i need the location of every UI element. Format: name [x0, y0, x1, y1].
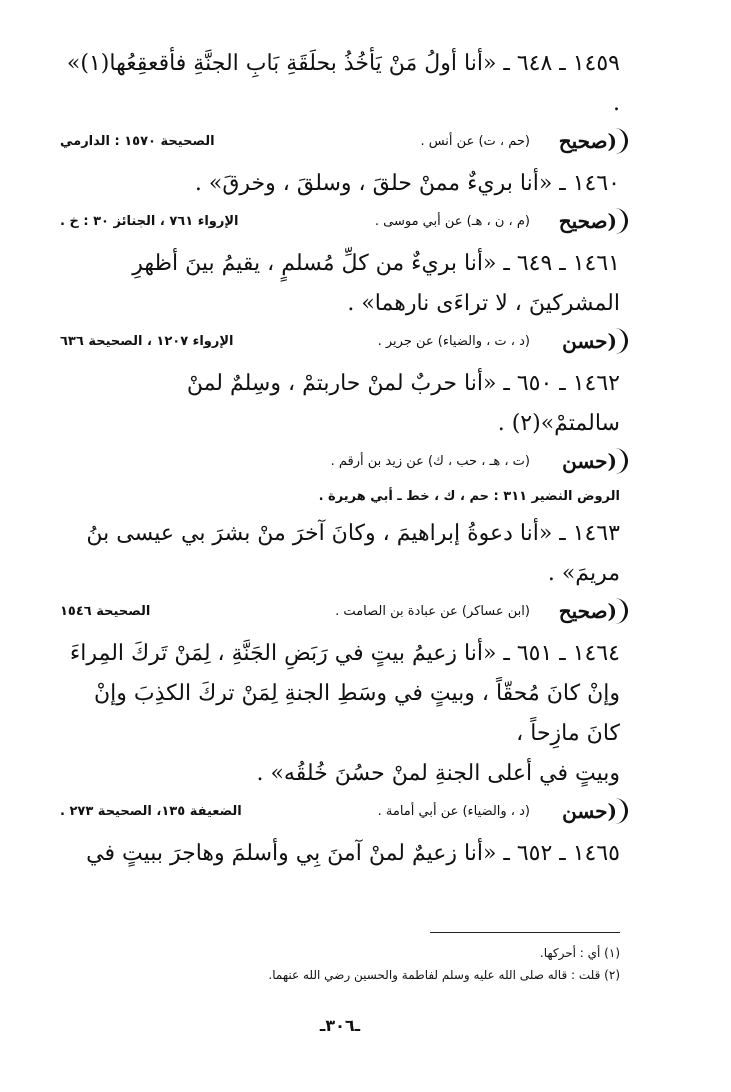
- hadith-entry-1459: [60, 44, 620, 160]
- hadith-entry-1460: [60, 164, 620, 240]
- hadith-text: ١٤٥٩ ـ ٦٤٨ ـ «أنا أولُ مَنْ يَأخُذُ بحلَقَةِ بَابِ الجنَّةِ فأقعقِعُها(١)» .: [66, 51, 620, 116]
- footnotes: [60, 942, 620, 986]
- grade-label: (حسن: [560, 798, 628, 824]
- references-text: الروض النضير ٣١١ : حم ، ك ، خط ـ أبي هريرة .: [318, 489, 620, 504]
- source-row: [60, 596, 620, 630]
- references-text: الضعيفة ١٣٥، الصحيحة ٢٧٣ .: [60, 804, 242, 819]
- hadith-entry-1464: [60, 634, 620, 830]
- grade-label: (حسن: [560, 448, 628, 474]
- hadith-text: ١٤٦٢ ـ ٦٥٠ ـ «أنا حربٌ لمنْ حاربتمْ ، وسِلمٌ لمنْ: [186, 371, 620, 396]
- hadith-text: مريمَ» .: [547, 561, 620, 586]
- hadith-text: ١٤٦٤ ـ ٦٥١ ـ «أنا زعيمُ بيتٍ في رَبَضِ الجَنَّةِ ، لِمَنْ تَركَ المِراءَ: [69, 641, 620, 666]
- sources-text: (د ، والضياء) عن أبي أمامة .: [377, 804, 530, 819]
- source-row: [60, 126, 620, 160]
- references-text: الإرواء ٧٦١ ، الجنائز ٣٠ : خ .: [60, 214, 239, 229]
- hadith-text: ١٤٦٥ ـ ٦٥٢ ـ «أنا زعيمٌ لمنْ آمنَ بِي وأسلمَ وهاجرَ ببيتٍ في: [86, 841, 620, 866]
- footnote-2: (٢) قلت : قاله صلى الله عليه وسلم لفاطمة والحسين رضي الله عنهما.: [268, 968, 620, 982]
- hadith-entry-1463: [60, 514, 620, 630]
- hadith-entry-1462: [60, 364, 620, 510]
- hadith-text: ١٤٦٣ ـ «أنا دعوةُ إبراهيمَ ، وكانَ آخرَ منْ بشرَ بي عيسى بنُ: [86, 521, 620, 546]
- hadith-text: ١٤٦١ ـ ٦٤٩ ـ «أنا بريءٌ من كلِّ مُسلمٍ ، يقيمُ بينَ أظهرِ: [132, 251, 620, 276]
- hadith-entry-1465: [60, 834, 620, 874]
- sources-text: (م ، ن ، هـ) عن أبي موسى .: [374, 214, 530, 229]
- page-number: ـ٣٠٦ـ: [319, 1016, 361, 1035]
- footnote-1: (١) أي : أحركها.: [539, 946, 620, 960]
- grade-label: (حسن: [560, 328, 628, 354]
- hadith-text: المشركينَ ، لا تراءَى نارهما» .: [347, 291, 620, 316]
- hadith-text: وإنْ كانَ مُحقّاً ، وبيتٍ في وسَطِ الجنةِ لِمَنْ تركَ الكذِبَ وإنْ كانَ مازِحاً ،: [94, 681, 620, 746]
- page: [60, 44, 620, 1044]
- grade-label: (صحيح: [557, 208, 628, 234]
- footnote-divider: [430, 932, 620, 933]
- sources-text: (حم ، ت) عن أنس .: [420, 134, 530, 149]
- references-text: الصحيحة ١٥٤٦: [60, 604, 151, 619]
- source-row: [60, 446, 620, 480]
- hadith-text: سالمتمْ»(٢) .: [497, 411, 620, 436]
- hadith-text: ١٤٦٠ ـ «أنا بريءٌ ممنْ حلقَ ، وسلقَ ، وخرقَ» .: [194, 171, 620, 196]
- grade-label: (صحيح: [557, 598, 628, 624]
- references-text: الصحيحة ١٥٧٠ : الدارمي: [60, 134, 215, 149]
- references-text: الإرواء ١٢٠٧ ، الصحيحة ٦٣٦: [60, 334, 234, 349]
- source-row: [60, 796, 620, 830]
- hadith-text: وبيتٍ في أعلى الجنةِ لمنْ حسُنَ خُلقُه» .: [256, 761, 620, 786]
- sources-text: (د ، ت ، والضياء) عن جرير .: [377, 334, 530, 349]
- hadith-entry-1461: [60, 244, 620, 360]
- source-row: [60, 326, 620, 360]
- grade-label: (صحيح: [557, 128, 628, 154]
- sources-text: (ابن عساكر) عن عبادة بن الصامت .: [335, 604, 530, 619]
- source-row: [60, 206, 620, 240]
- sources-text: (ت ، هـ ، حب ، ك) عن زيد بن أرقم .: [330, 454, 530, 469]
